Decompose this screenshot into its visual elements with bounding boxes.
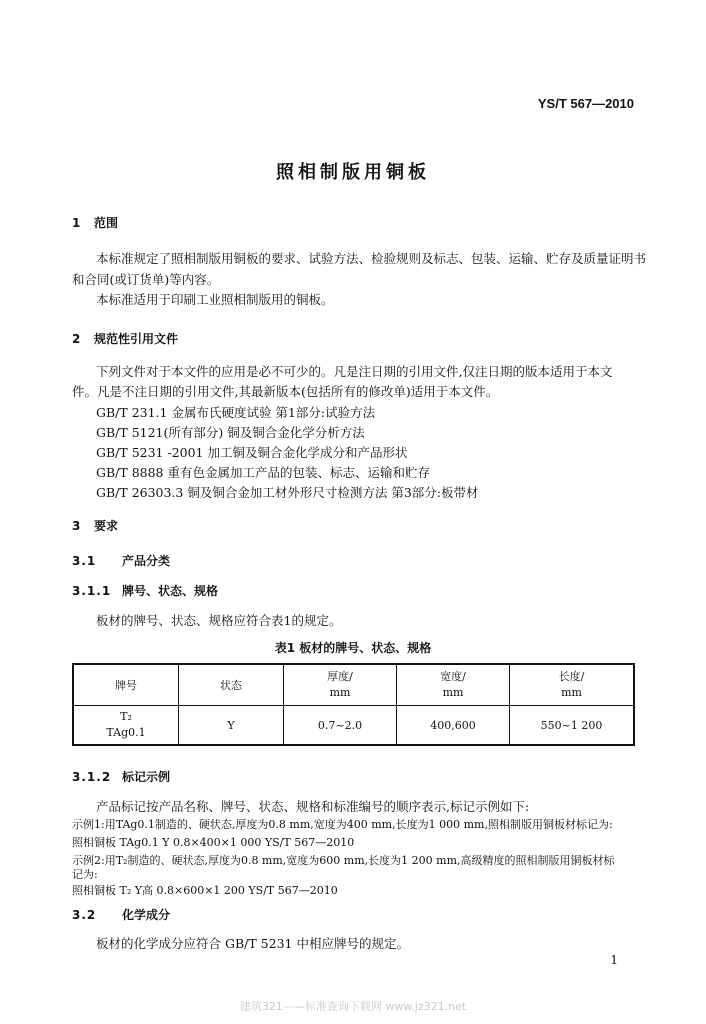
section-number: 1 [72, 216, 81, 230]
cell-length: 550~1 200 [510, 706, 635, 746]
cell-temper: Y [179, 706, 284, 746]
section-3-2-paragraph: 板材的化学成分应符合 GB/T 5231 中相应牌号的规定。 [96, 936, 409, 951]
grade-t2: T₂ [120, 710, 132, 723]
section-title: 标记示例 [122, 770, 171, 784]
table-row [73, 706, 634, 746]
header-length-unit: mm [561, 686, 582, 699]
section-2-paragraph-1-cont: 件。凡是不注日期的引用文件,其最新版本(包括所有的修改单)适用于本文件。 [72, 384, 499, 399]
section-title: 范围 [94, 216, 119, 230]
header-grade: 牌号 [73, 664, 179, 706]
reference-item: GB/T 231.1 金属布氏硬度试验 第1部分:试验方法 [96, 405, 376, 420]
example-2-mark: 照相铜板 T₂ Y高 0.8×600×1 200 YS/T 567—2010 [72, 884, 338, 897]
section-3-1-2-heading [72, 768, 170, 785]
section-number: 3.1 [72, 554, 97, 568]
section-number: 3 [72, 519, 81, 533]
section-1-paragraph-1-cont: 和合同(或订货单)等内容。 [72, 272, 220, 287]
header-thickness [284, 664, 397, 706]
section-title: 产品分类 [122, 554, 171, 568]
section-2-paragraph-1: 下列文件对于本文件的应用是必不可少的。凡是注日期的引用文件,仅注日期的版本适用于本文 [96, 364, 613, 379]
section-3-2-heading [72, 906, 170, 923]
table-header-row [73, 664, 634, 706]
example-1: 示例1:用TAg0.1制造的、硬状态,厚度为0.8 mm,宽度为400 mm,长度为1 000 mm,照相制版用铜板材标记为: [72, 818, 613, 831]
watermark: 建筑321——标准查询下载网 www.jz321.net [239, 1000, 467, 1013]
section-1-paragraph-2: 本标准适用于印刷工业照相制版用的铜板。 [96, 292, 334, 307]
reference-item: GB/T 8888 重有色金属加工产品的包装、标志、运输和贮存 [96, 465, 430, 480]
section-title: 要求 [94, 519, 119, 533]
section-title: 牌号、状态、规格 [122, 584, 219, 598]
grade-tag01: TAg0.1 [106, 726, 146, 739]
example-2: 示例2:用T₂制造的、硬状态,厚度为0.8 mm,宽度为600 mm,长度为1 200 mm,高级精度的照相制版用铜板材标 [72, 854, 615, 867]
header-length-label: 长度/ [558, 670, 585, 683]
document-title: 照相制版用铜板 [276, 162, 430, 183]
header-length [510, 664, 635, 706]
header-width-label: 宽度/ [440, 670, 466, 683]
section-1-paragraph-1: 本标准规定了照相制版用铜板的要求、试验方法、检验规则及标志、包装、运输、贮存及质量证明书 [96, 251, 647, 266]
section-number: 3.1.2 [72, 770, 112, 784]
table-1 [72, 663, 635, 746]
section-title: 化学成分 [122, 908, 171, 922]
header-thickness-label: 厚度/ [327, 670, 353, 683]
section-3-1-2-paragraph: 产品标记按产品名称、牌号、状态、规格和标准编号的顺序表示,标记示例如下: [96, 799, 530, 814]
header-width [397, 664, 510, 706]
reference-item: GB/T 26303.3 铜及铜合金加工材外形尺寸检测方法 第3部分:板带材 [96, 485, 479, 500]
section-number: 3.1.1 [72, 584, 112, 598]
reference-item: GB/T 5231 -2001 加工铜及铜合金化学成分和产品形状 [96, 445, 408, 460]
section-number: 3.2 [72, 908, 97, 922]
example-1-mark: 照相铜板 TAg0.1 Y 0.8×400×1 000 YS/T 567—2010 [72, 836, 355, 849]
section-1-heading [72, 214, 118, 231]
header-temper: 状态 [179, 664, 284, 706]
section-3-1-heading [72, 552, 170, 569]
table-1-caption: 表1 板材的牌号、状态、规格 [274, 641, 432, 655]
header-width-unit: mm [442, 686, 464, 699]
cell-width: 400,600 [397, 706, 510, 746]
section-3-1-1-heading [72, 582, 218, 599]
section-number: 2 [72, 332, 81, 346]
section-3-heading [72, 517, 118, 534]
section-3-1-1-paragraph: 板材的牌号、状态、规格应符合表1的规定。 [96, 613, 342, 628]
reference-item: GB/T 5121(所有部分) 铜及铜合金化学分析方法 [96, 425, 365, 440]
example-2-cont: 记为: [72, 868, 98, 881]
section-title: 规范性引用文件 [94, 332, 179, 346]
cell-grade [73, 706, 179, 746]
section-2-heading [72, 330, 178, 347]
page-number: 1 [610, 953, 618, 967]
standard-code: YS/T 567—2010 [537, 96, 634, 111]
cell-thickness: 0.7~2.0 [284, 706, 397, 746]
header-thickness-unit: mm [329, 686, 351, 699]
